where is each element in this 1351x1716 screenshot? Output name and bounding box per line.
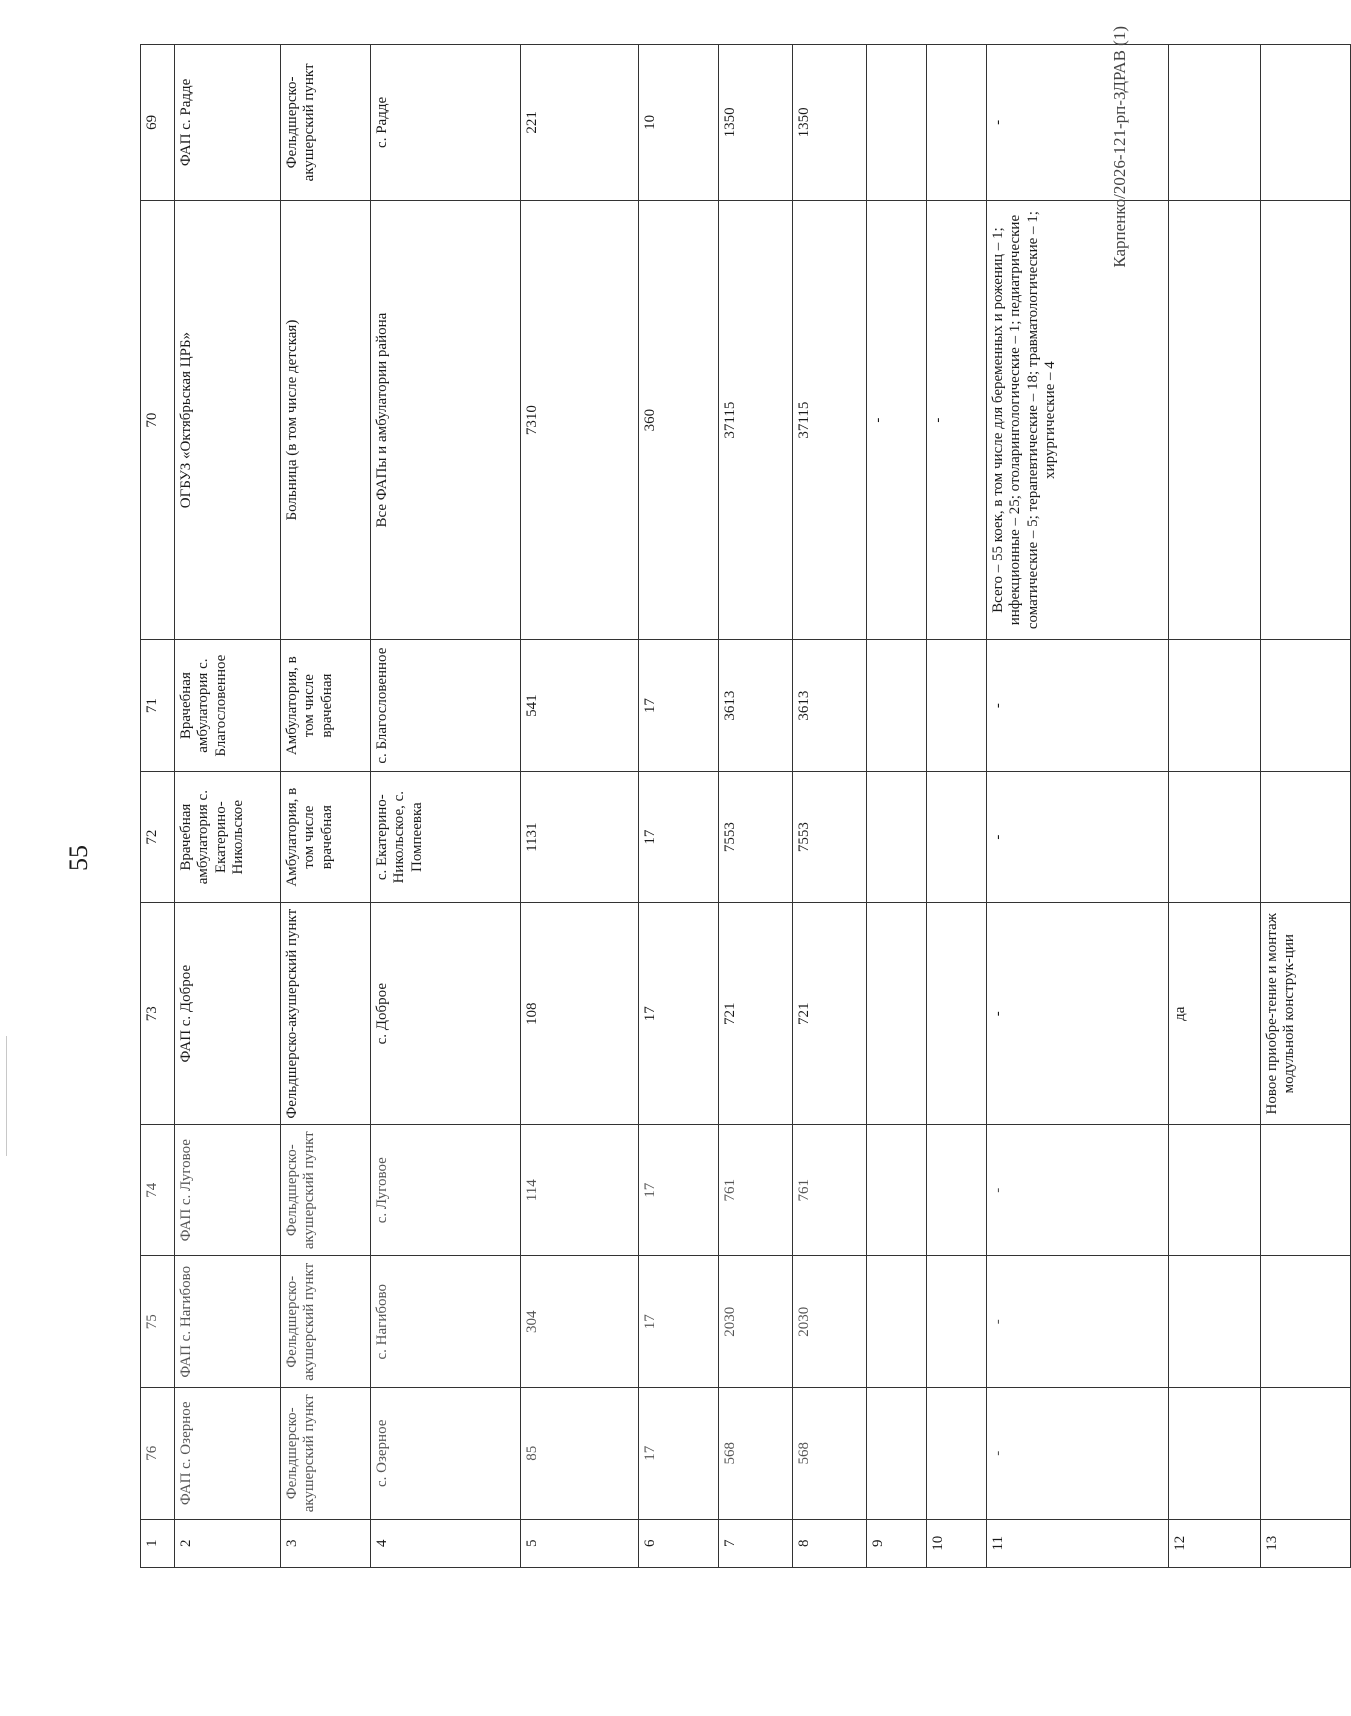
table-column-row xyxy=(639,45,719,1568)
table-cell: - xyxy=(867,200,927,640)
table-cell: ОГБУЗ «Октябрьская ЦРБ» xyxy=(175,200,281,640)
table-cell: 721 xyxy=(793,903,867,1125)
table-cell xyxy=(867,903,927,1125)
table-cell: 71 xyxy=(141,640,175,772)
table-cell xyxy=(1169,1124,1261,1256)
table-column-row xyxy=(719,45,793,1568)
table-cell: - xyxy=(987,1124,1169,1256)
table-cell: Врачебная амбулатория с. Благословенное xyxy=(175,640,281,772)
table-cell xyxy=(1261,771,1351,903)
table-cell: 114 xyxy=(521,1124,639,1256)
table-cell: с. Нагибово xyxy=(371,1256,521,1388)
table-cell: Фельдшерско-акушерский пункт xyxy=(281,1388,371,1520)
table-cell: 10 xyxy=(639,45,719,201)
table-cell: 17 xyxy=(639,640,719,772)
table-cell: 761 xyxy=(793,1124,867,1256)
table-cell xyxy=(867,640,927,772)
table-cell xyxy=(1261,1388,1351,1520)
table-cell xyxy=(927,1388,987,1520)
table-cell: с. Благословенное xyxy=(371,640,521,772)
table-cell: 721 xyxy=(719,903,793,1125)
table-cell: 304 xyxy=(521,1256,639,1388)
table-cell: да xyxy=(1169,903,1261,1125)
table-cell: - xyxy=(987,903,1169,1125)
table-column-row xyxy=(1261,45,1351,1568)
table-cell xyxy=(927,640,987,772)
table-cell: Фельдшерско-акушерский пункт xyxy=(281,1256,371,1388)
table-cell: 17 xyxy=(639,1124,719,1256)
column-number: 9 xyxy=(867,1519,927,1567)
column-number: 8 xyxy=(793,1519,867,1567)
table-cell: Фельдшерско-акушерский пункт xyxy=(281,903,371,1125)
table-cell: 1131 xyxy=(521,771,639,903)
table-cell: Фельдшерско-акушерский пункт xyxy=(281,45,371,201)
table-cell xyxy=(867,1388,927,1520)
table-cell: - xyxy=(987,45,1169,201)
table-cell xyxy=(1261,1124,1351,1256)
table-cell: Больница (в том числе детская) xyxy=(281,200,371,640)
document-reference: Карпенко/2026-121-рп-ЗДРАВ (1) xyxy=(1110,26,1129,268)
table-cell: 541 xyxy=(521,640,639,772)
table-cell: ФАП с. Нагибово xyxy=(175,1256,281,1388)
table-cell: Амбулатория, в том числе врачебная xyxy=(281,640,371,772)
table-cell: Фельдшерско-акушерский пункт xyxy=(281,1124,371,1256)
table-column-row xyxy=(521,45,639,1568)
column-number: 7 xyxy=(719,1519,793,1567)
table-cell xyxy=(1261,200,1351,640)
table-cell: 74 xyxy=(141,1124,175,1256)
table-column-row xyxy=(281,45,371,1568)
table-cell: 70 xyxy=(141,200,175,640)
table-column-row xyxy=(1169,45,1261,1568)
table-cell: Новое приобре-тение и монтаж модульной конструк-ции xyxy=(1261,903,1351,1125)
facilities-table xyxy=(140,44,1351,1568)
table-column-row xyxy=(987,45,1169,1568)
scan-mark xyxy=(6,1036,7,1156)
table-cell: 85 xyxy=(521,1388,639,1520)
column-number: 3 xyxy=(281,1519,371,1567)
table-cell: 1350 xyxy=(719,45,793,201)
table-cell xyxy=(1261,640,1351,772)
table-column-row xyxy=(793,45,867,1568)
table-cell xyxy=(867,771,927,903)
table-cell: 72 xyxy=(141,771,175,903)
table-cell: с. Озерное xyxy=(371,1388,521,1520)
table-cell: ФАП с. Радде xyxy=(175,45,281,201)
table-column-row xyxy=(927,45,987,1568)
table-cell: ФАП с. Доброе xyxy=(175,903,281,1125)
table-column-row xyxy=(371,45,521,1568)
table-column-row xyxy=(175,45,281,1568)
table-cell: - xyxy=(987,1388,1169,1520)
table-cell: 7310 xyxy=(521,200,639,640)
table-cell: 17 xyxy=(639,1256,719,1388)
table-cell: 568 xyxy=(719,1388,793,1520)
table-cell xyxy=(867,45,927,201)
column-number: 12 xyxy=(1169,1519,1261,1567)
column-number: 13 xyxy=(1261,1519,1351,1567)
table-cell: 75 xyxy=(141,1256,175,1388)
table-cell xyxy=(1169,200,1261,640)
table-cell xyxy=(927,1124,987,1256)
table-cell: Все ФАПы и амбулатории района xyxy=(371,200,521,640)
table-cell xyxy=(1169,640,1261,772)
table-cell: Амбулатория, в том числе врачебная xyxy=(281,771,371,903)
table-cell: 17 xyxy=(639,903,719,1125)
column-number: 1 xyxy=(141,1519,175,1567)
table-cell: 76 xyxy=(141,1388,175,1520)
table-cell: с. Радде xyxy=(371,45,521,201)
table-cell xyxy=(1261,45,1351,201)
table-cell: 108 xyxy=(521,903,639,1125)
table-cell: 221 xyxy=(521,45,639,201)
table-cell xyxy=(927,45,987,201)
table-cell: 7553 xyxy=(793,771,867,903)
table-cell: 69 xyxy=(141,45,175,201)
table-column-row xyxy=(141,45,175,1568)
table-cell: - xyxy=(987,771,1169,903)
table-cell xyxy=(1169,1256,1261,1388)
table-cell: с. Луговое xyxy=(371,1124,521,1256)
table-cell xyxy=(1169,771,1261,903)
table-cell: ФАП с. Луговое xyxy=(175,1124,281,1256)
column-number: 5 xyxy=(521,1519,639,1567)
table-cell xyxy=(1169,1388,1261,1520)
table-cell: 17 xyxy=(639,771,719,903)
table-cell xyxy=(1169,45,1261,201)
table-cell: 1350 xyxy=(793,45,867,201)
page-number: 55 xyxy=(64,845,93,871)
table-cell: 17 xyxy=(639,1388,719,1520)
column-number: 6 xyxy=(639,1519,719,1567)
table-cell: - xyxy=(927,200,987,640)
table-cell: 2030 xyxy=(793,1256,867,1388)
table-cell: 37115 xyxy=(793,200,867,640)
table-cell: 7553 xyxy=(719,771,793,903)
table-cell: 761 xyxy=(719,1124,793,1256)
table-cell: ФАП с. Озерное xyxy=(175,1388,281,1520)
table-cell: 360 xyxy=(639,200,719,640)
table-cell: Всего – 55 коек, в том числе для беременных и рожениц – 1; инфекционные – 25; отоларингологические – 1; педиатрические соматические – 5; терапевтические – 18; травматологические – 1; хирургические – 4 xyxy=(987,200,1169,640)
table-column-row xyxy=(867,45,927,1568)
column-number: 4 xyxy=(371,1519,521,1567)
table-cell: - xyxy=(987,640,1169,772)
table-cell: Врачебная амбулатория с. Екатерино-Никольское xyxy=(175,771,281,903)
table-cell: 568 xyxy=(793,1388,867,1520)
table-cell: - xyxy=(987,1256,1169,1388)
table-cell: 37115 xyxy=(719,200,793,640)
table-cell xyxy=(1261,1256,1351,1388)
table-cell: с. Доброе xyxy=(371,903,521,1125)
table-cell xyxy=(867,1124,927,1256)
table-cell: с. Екатерино-Никольское, с. Помпеевка xyxy=(371,771,521,903)
table-cell: 2030 xyxy=(719,1256,793,1388)
table-cell xyxy=(927,771,987,903)
table-cell: 3613 xyxy=(793,640,867,772)
column-number: 11 xyxy=(987,1519,1169,1567)
table-cell: 3613 xyxy=(719,640,793,772)
table-cell xyxy=(867,1256,927,1388)
column-number: 10 xyxy=(927,1519,987,1567)
column-number: 2 xyxy=(175,1519,281,1567)
table-cell xyxy=(927,1256,987,1388)
table-cell xyxy=(927,903,987,1125)
table-cell: 73 xyxy=(141,903,175,1125)
